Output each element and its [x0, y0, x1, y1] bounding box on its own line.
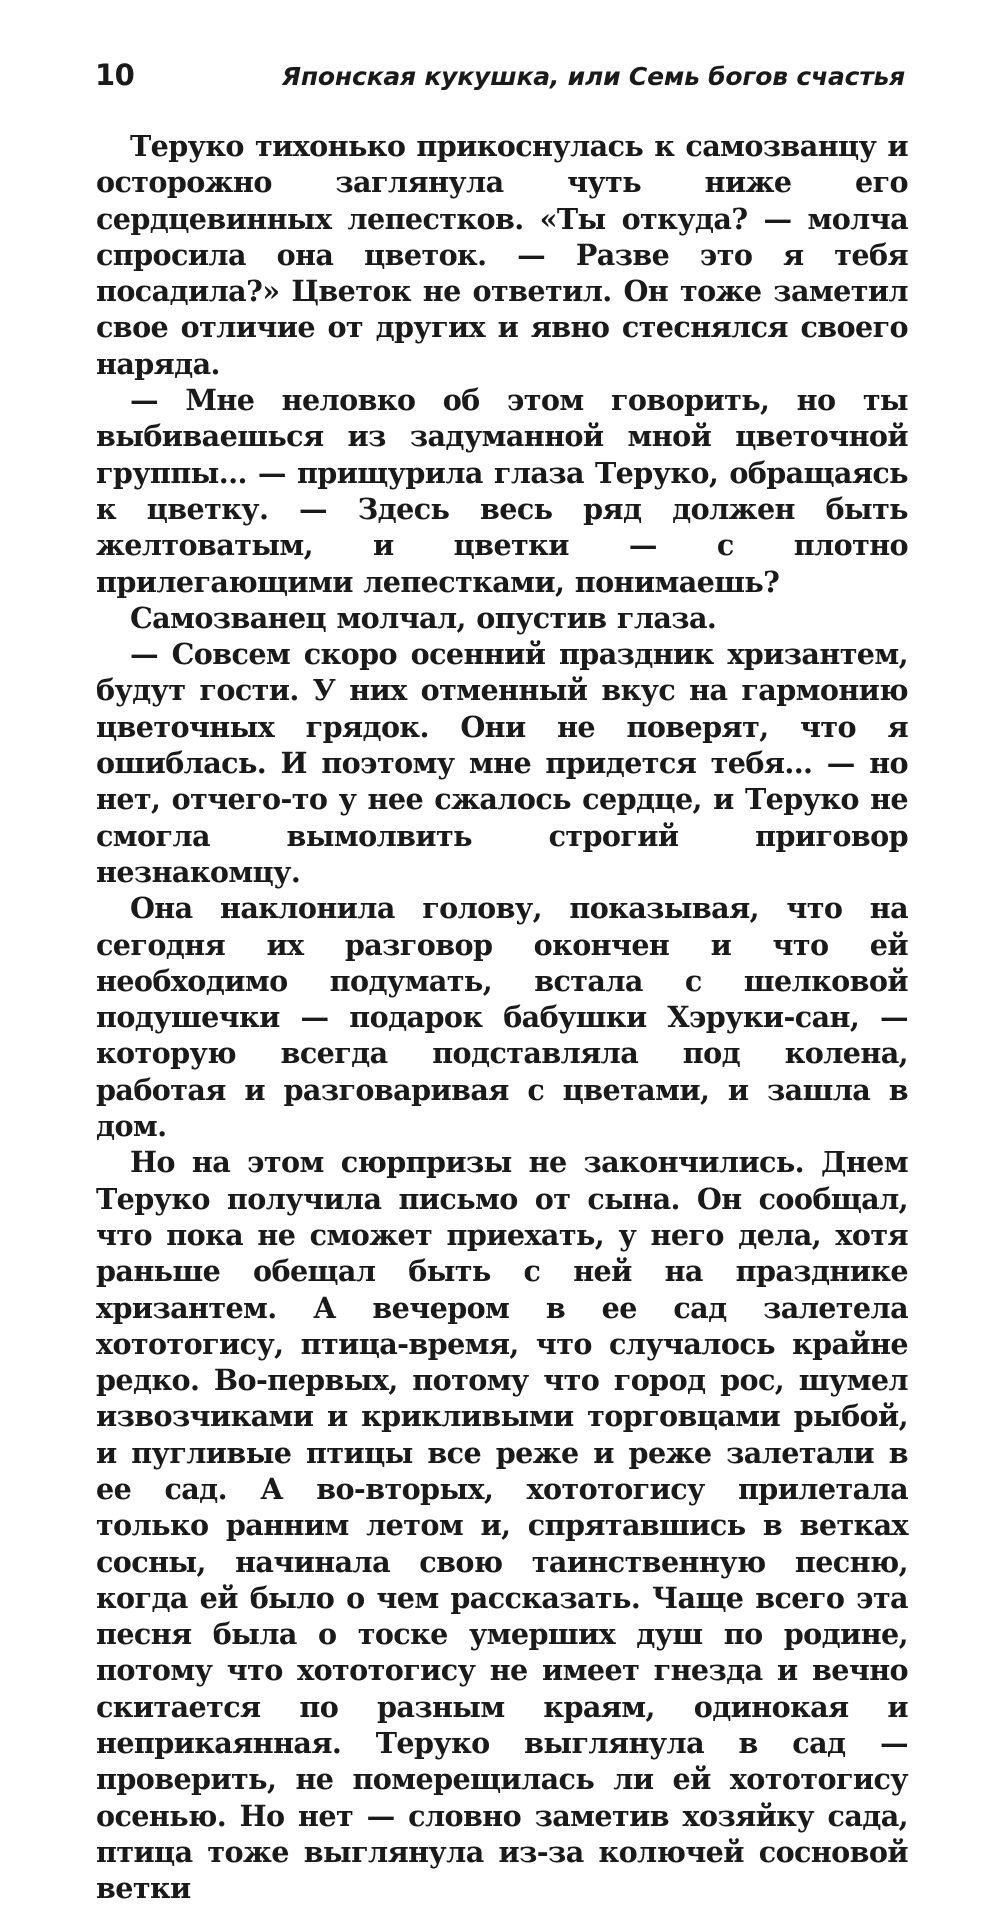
- body-text: [96, 128, 908, 1907]
- paragraph-1: Теруко тихонько прикоснулась к самозванцу и осторожно заглянула чуть ниже его сердцевинных лепестков. «Ты откуда? — молча спросила она цветок. — Разве это я тебя посадила?» Цветок не ответил. Он тоже заметил свое отличие от других и явно стеснялся своего наряда.: [96, 129, 908, 381]
- paragraph-6: Но на этом сюрпризы не закончились. Днем Теруко получила письмо от сына. Он сообщал, что пока не сможет приехать, у него дела, хотя раньше обещал быть с ней на празднике хризантем. А вечером в ее сад залетела хототогису, птица-время, что случалось крайне редко. Во-первых, потому что город рос, шумел извозчиками и крикливыми торговцами рыбой, и пугливые птицы все реже и реже залетали в ее сад. А во-вторых, хототогису прилетала только ранним летом и, спрятавшись в ветках сосны, начинала свою таинственную песню, когда ей было о чем рассказать. Чаще всего эта песня была о тоске умерших душ по родине, потому что хототогису не имеет гнезда и вечно скитается по разным краям, одинокая и неприкаянная. Теруко выглянула в сад — проверить, не померещилась ли ей хототогису осенью. Но нет — словно заметив хозяйку сада, птица тоже выглянула из-за колючей сосновой ветки: [96, 1145, 908, 1906]
- book-title: Японская кукушка, или Семь богов счастья: [281, 62, 905, 91]
- paragraph-2: — Мне неловко об этом говорить, но ты выбиваешься из задуманной мной цветочной группы... — прищурила глаза Теруко, обращаясь к цветку. — Здесь весь ряд должен быть желтоватым, и цветки — с плотно прилегающими лепестками, понимаешь?: [96, 383, 908, 599]
- paragraph-4: — Совсем скоро осенний праздник хризантем, будут гости. У них отменный вкус на гармонию цветочных грядок. Они не поверят, что я ошиблась. И поэтому мне придется тебя... — но нет, отчего-то у нее сжалось сердце, и Теруко не смогла вымолвить строгий приговор незнакомцу.: [96, 637, 908, 889]
- paragraph-3: Самозванец молчал, опустив глаза.: [130, 600, 717, 635]
- page-number: 10: [95, 58, 135, 92]
- paragraph-5: Она наклонила голову, показывая, что на сегодня их разговор окончен и что ей необходимо подумать, встала с шелковой подушечки — подарок бабушки Хэруки-сан, — которую всегда подставляла под колена, работая и разговаривая с цветами, и зашла в дом.: [96, 891, 908, 1144]
- running-head: [95, 58, 905, 98]
